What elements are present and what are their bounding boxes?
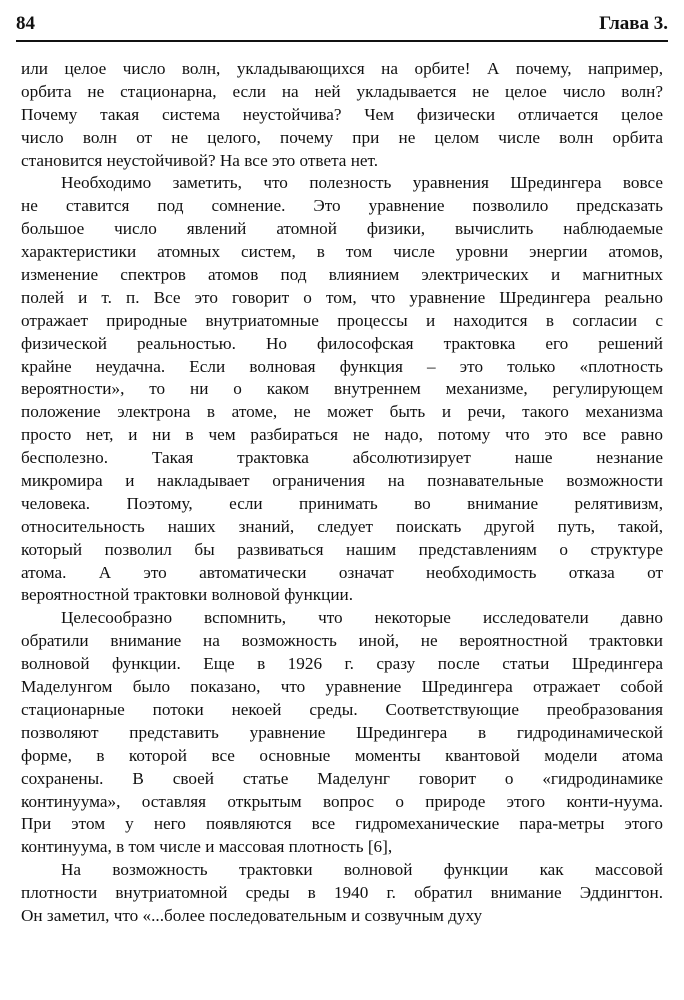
text-line: Он заметил, что «...более последовательным и созвучным духу [21, 905, 483, 925]
text-line: физической реальностью. Но философская трактовка его решений [21, 333, 663, 353]
text-line: вероятностной трактовки волновой функции. [21, 585, 354, 605]
paragraph [21, 859, 663, 928]
text-line: континуума», оставляя открытым вопрос о природе этого конти-нуума. [21, 791, 663, 811]
text-line: атома. А это автоматически означат необходимость отказа от [21, 562, 663, 582]
text-line: орбита не стационарна, если на ней укладывается не целое число волн? [21, 81, 663, 101]
text-line: микромира и накладывает ограничения на познавательные возможности [21, 471, 663, 491]
text-line: Необходимо заметить, что полезность уравнения Шредингера вовсе [61, 173, 663, 193]
text-line: крайне неудачна. Если волновая функция – это только «плотность [21, 356, 663, 376]
page-header [16, 10, 668, 42]
text-line: Почему такая система неустойчива? Чем физически отличается целое [21, 104, 663, 124]
text-line: становится неустойчивой? На все это ответа нет. [21, 150, 379, 170]
paragraph [21, 607, 663, 859]
body-text [21, 58, 663, 928]
chapter-title: Глава 3. [599, 13, 668, 34]
text-line: или целое число волн, укладывающихся на орбите! А почему, например, [21, 59, 663, 78]
text-line: плотности внутриатомной среды в 1940 г. обратил внимание Эддингтон. [21, 883, 663, 903]
text-line: волновой функции. Еще в 1926 г. сразу после статьи Шредингера [21, 654, 663, 674]
text-line: континуума, в том числе и массовая плотность [6], [21, 837, 393, 857]
text-line: позволяют представить уравнение Шредингера в гидродинамической [21, 722, 663, 742]
text-line: который позволил бы развиваться нашим представлениям о структуре [21, 539, 663, 559]
text-line: просто нет, и ни в чем разбираться не надо, потому что это все равно [21, 425, 663, 445]
text-line: При этом у него появляются все гидромеханические пара-метры этого [21, 814, 663, 834]
text-line: изменение спектров атомов под влиянием электрических и магнитных [21, 265, 663, 285]
text-line: относительность наших знаний, следует поискать другой путь, такой, [21, 516, 663, 536]
text-line: Маделунгом было показано, что уравнение Шредингера отражает собой [21, 677, 663, 697]
text-line: большое число явлений атомной физики, вычислить наблюдаемые [21, 219, 663, 239]
text-line: характеристики атомных систем, в том числе уровни энергии атомов, [21, 242, 663, 262]
text-line: бесполезно. Такая трактовка абсолютизирует наше незнание [21, 448, 663, 468]
text-line: На возможность трактовки волновой функции как массовой [61, 860, 663, 880]
text-line: отражает природные внутриатомные процессы и находится в согласии с [21, 310, 663, 330]
text-line: обратили внимание на возможность иной, не вероятностной трактовки [21, 631, 663, 651]
text-line: человека. Поэтому, если принимать во внимание релятивизм, [21, 493, 663, 513]
text-line: сохранены. В своей статье Маделунг говорит о «гидродинамике [21, 768, 663, 788]
paragraph [21, 58, 663, 172]
text-line: полей и т. п. Все это говорит о том, что уравнение Шредингера реально [21, 287, 663, 307]
text-line: стационарные потоки некоей среды. Соответствующие преобразования [21, 699, 663, 719]
page-number: 84 [16, 13, 35, 34]
paragraph [21, 172, 663, 607]
text-line: форме, в которой все основные моменты квантовой модели атома [21, 745, 663, 765]
text-line: положение электрона в атоме, не может быть и речи, такого механизма [21, 402, 663, 422]
text-line: вероятности», то ни о каком внутреннем механизме, регулирующем [21, 379, 663, 399]
text-line: не ставится под сомнение. Это уравнение позволило предсказать [21, 196, 663, 216]
text-line: число волн от не целого, почему при не целом числе волн орбита [21, 127, 663, 147]
text-line: Целесообразно вспомнить, что некоторые исследователи давно [61, 608, 663, 628]
